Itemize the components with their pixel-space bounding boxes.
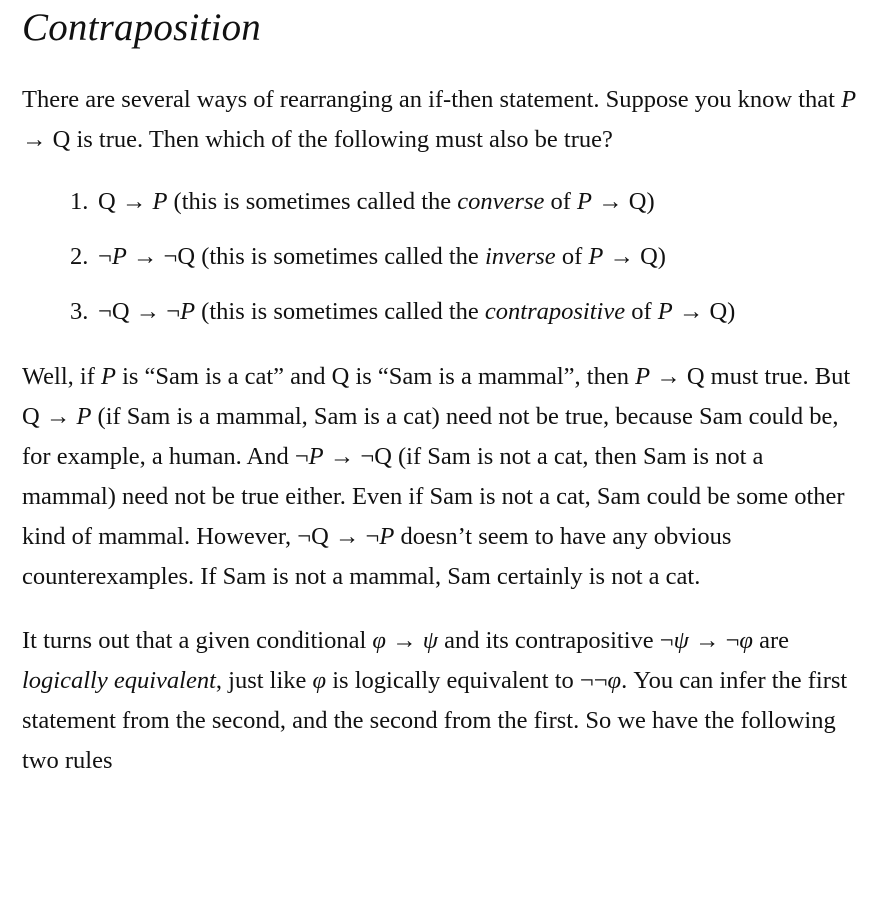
- text-run: , just like: [215, 667, 313, 694]
- conclusion-paragraph: [22, 621, 862, 781]
- term-emphasis: inverse: [484, 243, 556, 270]
- text-run: → ¬Q (if Sam is not a cat, then Sam is not a mammal) need not be true either. Even if Sam is not a cat, Sam could be some other kind of mammal. However, ¬Q → ¬: [22, 443, 845, 550]
- text-run: is “Sam is a cat” and Q is “Sam is a mammal”, then: [115, 363, 636, 390]
- list-item: [70, 239, 862, 274]
- math-var: P: [379, 523, 395, 550]
- term-emphasis: contrapositive: [484, 298, 626, 325]
- text-run: → ¬: [688, 627, 740, 654]
- math-var: P: [588, 243, 604, 270]
- text-run: and its contrapositive ¬: [437, 627, 674, 654]
- math-var: P: [152, 188, 168, 215]
- section-title: Contraposition: [22, 6, 262, 49]
- example-paragraph: [22, 357, 862, 597]
- text-run: (this is sometimes called the: [195, 298, 485, 325]
- text-run: →: [385, 627, 423, 654]
- math-var: P: [111, 243, 127, 270]
- text-run: → Q): [592, 188, 655, 215]
- term-emphasis: converse: [457, 188, 545, 215]
- text-run: → Q): [672, 298, 736, 325]
- text-run: Well, if: [22, 363, 101, 390]
- text-run: doesn’t seem to have any obvious counterexamples. If Sam is not a mammal, Sam certainly is not a cat.: [22, 523, 732, 590]
- text-run: Q →: [98, 188, 153, 215]
- list-item: [70, 294, 862, 329]
- text-run: → ¬Q: [126, 243, 196, 270]
- math-var: P: [76, 403, 92, 430]
- list-number: 3.: [70, 298, 89, 325]
- list-number: 1.: [70, 188, 89, 215]
- math-var: Q: [52, 126, 71, 153]
- term-emphasis: logically equivalent: [22, 667, 216, 694]
- math-var: φ: [739, 627, 753, 654]
- math-var: ψ: [422, 627, 438, 654]
- math-var: P: [180, 298, 196, 325]
- math-var: P: [577, 188, 593, 215]
- text-run: of: [625, 298, 658, 325]
- math-var: ψ: [673, 627, 689, 654]
- text-run: . You can infer the first statement from the second, and the second from the first. So we have the following two rules: [22, 667, 848, 774]
- text-run: is logically equivalent to ¬¬: [326, 667, 608, 694]
- text-run: (if Sam is a mammal, Sam is a cat) need not be true, because Sam could be, for example, a human. And ¬: [22, 403, 839, 470]
- text-run: ¬Q → ¬: [98, 298, 181, 325]
- text-run: → Q): [603, 243, 666, 270]
- list-number: 2.: [70, 243, 89, 270]
- numbered-list: [22, 184, 862, 329]
- text-run: There are several ways of rearranging an if-then statement. Suppose you know that: [22, 86, 842, 113]
- text-run: →: [22, 126, 53, 153]
- intro-paragraph: [22, 80, 862, 160]
- text-run: of: [555, 243, 589, 270]
- list-item: [70, 184, 862, 219]
- text-run: is true. Then which of the following must also be true?: [70, 126, 613, 153]
- math-var: P: [635, 363, 651, 390]
- text-run: ¬: [98, 243, 112, 270]
- text-run: → Q must true. But Q →: [22, 363, 851, 430]
- math-var: φ: [312, 667, 327, 694]
- math-var: P: [841, 86, 857, 113]
- math-var: φ: [607, 667, 622, 694]
- text-run: It turns out that a given conditional: [22, 627, 373, 654]
- math-var: P: [308, 443, 324, 470]
- text-run: of: [544, 188, 578, 215]
- text-run: (this is sometimes called the: [195, 243, 485, 270]
- text-run: are: [752, 627, 789, 654]
- math-var: P: [101, 363, 116, 390]
- math-var: P: [657, 298, 673, 325]
- text-run: (this is sometimes called the: [167, 188, 458, 215]
- math-var: φ: [372, 627, 386, 654]
